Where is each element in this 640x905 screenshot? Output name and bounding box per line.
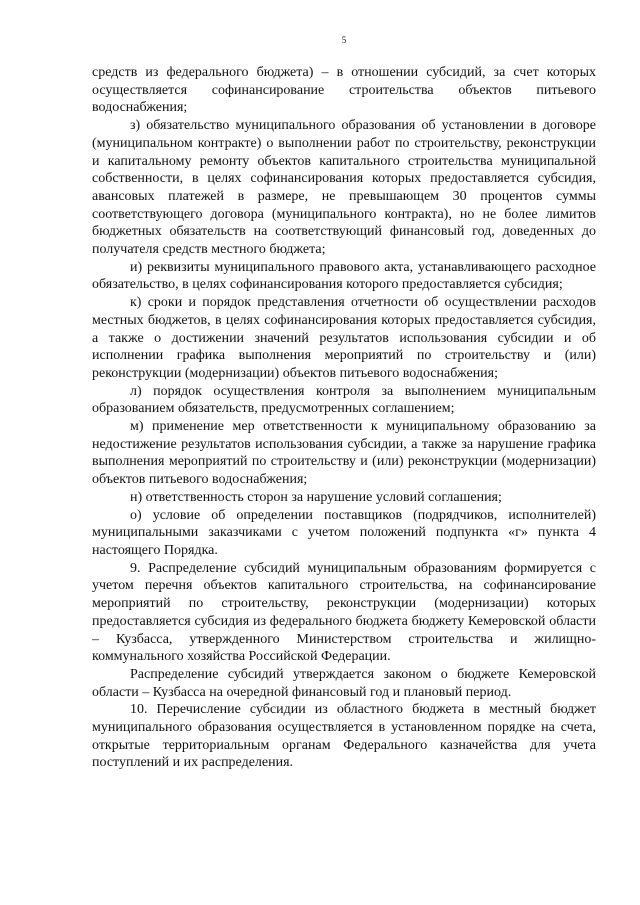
paragraph-item-z: з) обязательство муниципального образования об установлении в договоре (муниципальном контракте) о выполнении работ по строительству, реконструкции и капитальному ремонту объектов капитального строительства муниципальной собственности, в целях софинансирования которых предоставляется субсидия, авансовых платежей в размере, не превышающем 30 процентов суммы соответствующего договора (муниципального контракта), но не более лимитов бюджетных обязательств на соответствующий финансовый год, доведенных до получателя средств местного бюджета; (92, 118, 596, 258)
paragraph-distribution: Распределение субсидий утверждается законом о бюджете Кемеровской области – Кузбасса на очередной финансовый год и плановый период. (92, 666, 596, 700)
document-page (92, 34, 596, 772)
paragraph-section-9: 9. Распределение субсидий муниципальным образованиям формируется с учетом перечня объектов капитального строительства, на софинансирование мероприятий по строительству, реконструкции (модернизации) которых предоставляется субсидия из федерального бюджета бюджету Кемеровской области – Кузбасса, утвержденного Министерством строительства и жилищно-коммунального хозяйства Российской Федерации. (92, 560, 596, 665)
paragraph-item-n: н) ответственность сторон за нарушение условий соглашения; (130, 489, 502, 505)
paragraph-item-i: и) реквизиты муниципального правового акта, устанавливающего расходное обязательство, в целях софинансирования которого предоставляется субсидия; (92, 259, 596, 293)
paragraph-item-m: м) применение мер ответственности к муниципальному образованию за недостижение результатов использования субсидии, а также за нарушение графика выполнения мероприятий по строительству и (или) реконструкции (модернизации) объектов питьевого водоснабжения; (92, 419, 596, 488)
paragraph-item-o: о) условие об определении поставщиков (подрядчиков, исполнителей) муниципальными заказчиками с учетом положений подпункта «г» пункта 4 настоящего Порядка. (92, 507, 596, 558)
paragraph-item-l: л) порядок осуществления контроля за выполнением муниципальным образованием обязательств, предусмотренных соглашением; (92, 383, 596, 417)
paragraph-continuation: средств из федерального бюджета) – в отношении субсидий, за счет которых осуществляется софинансирование строительства объектов питьевого водоснабжения; (92, 65, 596, 116)
page-number: 5 (341, 35, 347, 45)
paragraph-section-10: 10. Перечисление субсидии из областного бюджета в местный бюджет муниципального образования осуществляется в установленном порядке на счета, открытые территориальным органам Федерального казначейства для учета поступлений и их распределения. (92, 702, 596, 771)
paragraph-item-k: к) сроки и порядок представления отчетности об осуществлении расходов местных бюджетов, в целях софинансирования которых предоставляется субсидия, а также о достижении значений результатов использования субсидии и об исполнении графика выполнения мероприятий по строительству и (или) реконструкции (модернизации) объектов питьевого водоснабжения; (92, 295, 596, 381)
